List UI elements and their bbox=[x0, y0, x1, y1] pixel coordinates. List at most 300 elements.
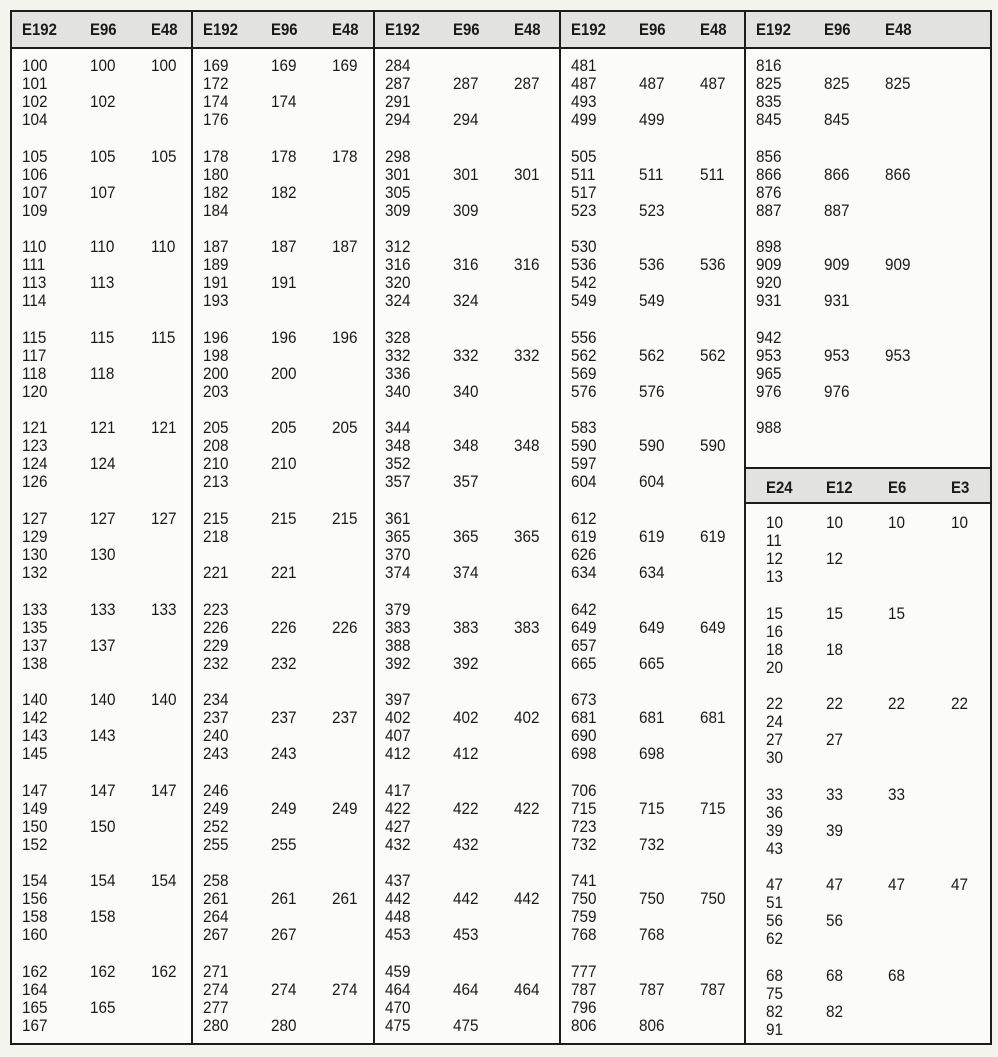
table-cell: 475 bbox=[385, 1016, 411, 1035]
table-cell: 271 bbox=[203, 962, 229, 981]
table-cell: 741 bbox=[571, 871, 597, 891]
table-cell: 243 bbox=[271, 744, 297, 764]
table-cell: 107 bbox=[22, 182, 48, 202]
table-cell: 649 bbox=[700, 617, 726, 637]
table-cell: 665 bbox=[639, 653, 665, 673]
table-cell: 252 bbox=[203, 816, 229, 836]
table-cell: 191 bbox=[271, 273, 297, 293]
lower-table-cell: 13 bbox=[766, 567, 784, 586]
table-cell: 184 bbox=[203, 200, 229, 220]
table-cell: 169 bbox=[271, 56, 297, 75]
table-cell: 132 bbox=[22, 563, 48, 582]
table-cell: 750 bbox=[639, 889, 665, 909]
table-cell: 100 bbox=[151, 56, 177, 75]
lower-table-cell: 27 bbox=[766, 730, 784, 750]
table-cell: 887 bbox=[756, 200, 782, 220]
table-cell: 115 bbox=[22, 327, 47, 347]
table-cell: 352 bbox=[385, 454, 411, 474]
lower-table-cell: 39 bbox=[766, 820, 784, 840]
table-cell: 681 bbox=[639, 708, 665, 728]
table-cell: 470 bbox=[385, 998, 411, 1017]
table-cell: 255 bbox=[271, 834, 297, 854]
table-cell: 715 bbox=[639, 798, 665, 818]
lower-table-cell: 47 bbox=[766, 875, 784, 895]
table-cell: 499 bbox=[639, 110, 665, 129]
column-header-e48: E48 bbox=[332, 20, 359, 39]
lower-table-cell: 18 bbox=[766, 639, 784, 659]
table-cell: 158 bbox=[90, 907, 116, 927]
table-cell: 165 bbox=[22, 998, 48, 1017]
table-cell: 309 bbox=[453, 200, 479, 220]
table-cell: 287 bbox=[385, 74, 411, 93]
lower-table-cell: 16 bbox=[766, 621, 784, 641]
lower-table-cell: 75 bbox=[766, 984, 784, 1003]
lower-table-cell: 10 bbox=[766, 513, 784, 532]
table-cell: 309 bbox=[385, 200, 411, 220]
lower-table-cell: 51 bbox=[766, 893, 784, 913]
lower-table-cell: 68 bbox=[826, 966, 844, 985]
table-cell: 448 bbox=[385, 907, 411, 927]
lower-table-cell: 39 bbox=[826, 820, 844, 840]
table-cell: 583 bbox=[571, 418, 597, 438]
table-cell: 221 bbox=[203, 563, 229, 582]
table-cell: 374 bbox=[453, 563, 479, 582]
table-cell: 187 bbox=[271, 237, 297, 257]
column-header-e192: E192 bbox=[385, 20, 420, 39]
table-cell: 215 bbox=[332, 509, 358, 528]
table-cell: 193 bbox=[203, 291, 229, 311]
table-cell: 182 bbox=[271, 182, 297, 202]
table-cell: 511 bbox=[571, 164, 596, 184]
lower-table-cell: 10 bbox=[951, 513, 969, 532]
table-cell: 657 bbox=[571, 635, 597, 655]
table-cell: 150 bbox=[90, 816, 116, 836]
column-header-e192: E192 bbox=[571, 20, 606, 39]
column-header-e96: E96 bbox=[453, 20, 480, 39]
table-cell: 422 bbox=[385, 798, 411, 818]
table-cell: 909 bbox=[885, 255, 911, 275]
table-cell: 698 bbox=[571, 744, 597, 764]
table-cell: 976 bbox=[824, 381, 850, 401]
table-cell: 287 bbox=[453, 74, 479, 93]
table-cell: 221 bbox=[271, 563, 297, 582]
lower-table-cell: 22 bbox=[888, 694, 906, 714]
table-cell: 536 bbox=[639, 255, 665, 275]
table-cell: 422 bbox=[514, 798, 540, 818]
table-cell: 176 bbox=[203, 110, 229, 129]
table-cell: 301 bbox=[514, 164, 540, 184]
table-cell: 690 bbox=[571, 726, 597, 746]
table-cell: 129 bbox=[22, 527, 48, 546]
table-cell: 698 bbox=[639, 744, 665, 764]
table-cell: 261 bbox=[203, 889, 229, 909]
table-cell: 379 bbox=[385, 599, 411, 619]
table-cell: 459 bbox=[385, 962, 411, 981]
table-cell: 845 bbox=[756, 110, 782, 129]
table-cell: 187 bbox=[203, 237, 229, 257]
table-cell: 145 bbox=[22, 744, 48, 764]
table-cell: 174 bbox=[271, 92, 297, 111]
table-cell: 768 bbox=[571, 925, 597, 945]
table-cell: 336 bbox=[385, 363, 411, 383]
table-cell: 102 bbox=[22, 92, 48, 111]
table-cell: 365 bbox=[514, 527, 540, 546]
table-cell: 965 bbox=[756, 363, 782, 383]
table-cell: 475 bbox=[453, 1016, 479, 1035]
table-cell: 162 bbox=[151, 962, 177, 981]
table-cell: 178 bbox=[271, 146, 297, 166]
column-header-e96: E96 bbox=[90, 20, 117, 39]
table-cell: 218 bbox=[203, 527, 229, 546]
table-cell: 324 bbox=[453, 291, 479, 311]
table-cell: 284 bbox=[385, 56, 411, 75]
table-cell: 665 bbox=[571, 653, 597, 673]
table-cell: 127 bbox=[90, 509, 116, 528]
table-cell: 412 bbox=[385, 744, 411, 764]
lower-table-cell: 91 bbox=[766, 1020, 784, 1039]
table-cell: 124 bbox=[90, 454, 116, 474]
table-cell: 107 bbox=[90, 182, 116, 202]
table-cell: 150 bbox=[22, 816, 48, 836]
lower-table-cell: 10 bbox=[826, 513, 844, 532]
table-cell: 715 bbox=[700, 798, 726, 818]
table-cell: 301 bbox=[453, 164, 479, 184]
lower-table-cell: 47 bbox=[951, 875, 969, 895]
table-cell: 154 bbox=[151, 871, 177, 891]
table-cell: 105 bbox=[22, 146, 48, 166]
table-cell: 165 bbox=[90, 998, 116, 1017]
table-cell: 357 bbox=[453, 472, 479, 492]
table-cell: 105 bbox=[90, 146, 116, 166]
lower-table-cell: 15 bbox=[826, 603, 844, 623]
table-cell: 523 bbox=[639, 200, 665, 220]
table-cell: 121 bbox=[22, 418, 48, 438]
table-cell: 147 bbox=[151, 780, 177, 800]
table-cell: 280 bbox=[271, 1016, 297, 1035]
table-cell: 750 bbox=[571, 889, 597, 909]
table-cell: 505 bbox=[571, 146, 597, 166]
table-cell: 229 bbox=[203, 635, 229, 655]
table-cell: 604 bbox=[571, 472, 597, 492]
table-cell: 133 bbox=[22, 599, 48, 619]
table-cell: 169 bbox=[332, 56, 358, 75]
table-cell: 866 bbox=[824, 164, 850, 184]
table-cell: 876 bbox=[756, 182, 782, 202]
table-cell: 200 bbox=[271, 363, 297, 383]
table-cell: 316 bbox=[514, 255, 540, 275]
table-cell: 361 bbox=[385, 509, 411, 528]
lower-table-header-border bbox=[746, 502, 990, 504]
table-cell: 160 bbox=[22, 925, 48, 945]
lower-table-cell: 12 bbox=[826, 549, 844, 568]
table-cell: 365 bbox=[453, 527, 479, 546]
table-cell: 562 bbox=[571, 345, 597, 365]
table-cell: 162 bbox=[22, 962, 48, 981]
table-cell: 149 bbox=[22, 798, 48, 818]
table-cell: 845 bbox=[824, 110, 850, 129]
table-cell: 118 bbox=[22, 363, 47, 383]
table-cell: 316 bbox=[453, 255, 479, 275]
lower-table-cell: 22 bbox=[951, 694, 969, 714]
table-cell: 205 bbox=[332, 418, 358, 438]
table-cell: 287 bbox=[514, 74, 540, 93]
column-divider bbox=[559, 12, 561, 1043]
table-cell: 264 bbox=[203, 907, 229, 927]
lower-table-cell: 47 bbox=[826, 875, 844, 895]
column-divider bbox=[373, 12, 375, 1043]
lower-header-e12: E12 bbox=[826, 478, 853, 497]
column-divider bbox=[191, 12, 193, 1043]
table-cell: 237 bbox=[203, 708, 229, 728]
table-cell: 898 bbox=[756, 237, 782, 257]
column-header-e192: E192 bbox=[756, 20, 791, 39]
table-cell: 102 bbox=[90, 92, 116, 111]
table-cell: 113 bbox=[22, 273, 47, 293]
lower-table-cell: 15 bbox=[888, 603, 906, 623]
table-cell: 249 bbox=[271, 798, 297, 818]
table-cell: 348 bbox=[453, 436, 479, 456]
table-cell: 137 bbox=[90, 635, 116, 655]
column-header-e48: E48 bbox=[514, 20, 541, 39]
table-cell: 126 bbox=[22, 472, 48, 492]
table-cell: 357 bbox=[385, 472, 411, 492]
lower-table-cell: 22 bbox=[766, 694, 784, 714]
lower-table-cell: 56 bbox=[766, 911, 784, 931]
table-cell: 374 bbox=[385, 563, 411, 582]
table-cell: 147 bbox=[90, 780, 116, 800]
table-cell: 196 bbox=[332, 327, 358, 347]
table-cell: 649 bbox=[571, 617, 597, 637]
table-cell: 200 bbox=[203, 363, 229, 383]
table-cell: 422 bbox=[453, 798, 479, 818]
table-cell: 576 bbox=[639, 381, 665, 401]
table-cell: 210 bbox=[203, 454, 229, 474]
table-cell: 104 bbox=[22, 110, 48, 129]
table-cell: 481 bbox=[571, 56, 597, 75]
lower-table-cell: 22 bbox=[826, 694, 844, 714]
table-cell: 237 bbox=[271, 708, 297, 728]
table-cell: 787 bbox=[571, 980, 597, 999]
table-cell: 110 bbox=[151, 237, 176, 257]
table-cell: 261 bbox=[271, 889, 297, 909]
table-cell: 249 bbox=[332, 798, 358, 818]
table-cell: 887 bbox=[824, 200, 850, 220]
table-cell: 407 bbox=[385, 726, 411, 746]
table-cell: 121 bbox=[151, 418, 177, 438]
table-cell: 328 bbox=[385, 327, 411, 347]
table-cell: 681 bbox=[571, 708, 597, 728]
table-cell: 487 bbox=[639, 74, 665, 93]
lower-table-cell: 82 bbox=[766, 1002, 784, 1021]
table-cell: 198 bbox=[203, 345, 229, 365]
table-cell: 172 bbox=[203, 74, 229, 93]
table-cell: 437 bbox=[385, 871, 411, 891]
lower-table-cell: 62 bbox=[766, 929, 784, 949]
table-cell: 453 bbox=[453, 925, 479, 945]
table-cell: 397 bbox=[385, 690, 411, 710]
table-cell: 866 bbox=[756, 164, 782, 184]
table-cell: 487 bbox=[571, 74, 597, 93]
column-divider bbox=[744, 12, 746, 1043]
lower-table-cell: 11 bbox=[766, 531, 782, 550]
table-cell: 453 bbox=[385, 925, 411, 945]
table-cell: 178 bbox=[203, 146, 229, 166]
table-cell: 768 bbox=[639, 925, 665, 945]
table-cell: 604 bbox=[639, 472, 665, 492]
table-cell: 576 bbox=[571, 381, 597, 401]
table-cell: 226 bbox=[332, 617, 358, 637]
table-cell: 274 bbox=[271, 980, 297, 999]
table-cell: 536 bbox=[571, 255, 597, 275]
table-cell: 427 bbox=[385, 816, 411, 836]
table-cell: 312 bbox=[385, 237, 411, 257]
table-cell: 626 bbox=[571, 545, 597, 564]
table-cell: 169 bbox=[203, 56, 229, 75]
table-cell: 464 bbox=[514, 980, 540, 999]
table-cell: 316 bbox=[385, 255, 411, 275]
table-cell: 182 bbox=[203, 182, 229, 202]
table-cell: 143 bbox=[22, 726, 48, 746]
table-cell: 100 bbox=[90, 56, 116, 75]
table-cell: 154 bbox=[22, 871, 48, 891]
table-cell: 417 bbox=[385, 780, 411, 800]
table-cell: 732 bbox=[571, 834, 597, 854]
table-cell: 825 bbox=[885, 74, 911, 93]
table-cell: 301 bbox=[385, 164, 411, 184]
table-cell: 140 bbox=[22, 690, 48, 710]
table-cell: 267 bbox=[271, 925, 297, 945]
column-header-e96: E96 bbox=[271, 20, 298, 39]
table-cell: 750 bbox=[700, 889, 726, 909]
table-cell: 909 bbox=[824, 255, 850, 275]
lower-table-cell: 43 bbox=[766, 838, 784, 858]
lower-table-cell: 30 bbox=[766, 748, 784, 768]
table-cell: 164 bbox=[22, 980, 48, 999]
table-cell: 931 bbox=[824, 291, 850, 311]
table-cell: 562 bbox=[639, 345, 665, 365]
table-cell: 787 bbox=[700, 980, 726, 999]
table-cell: 140 bbox=[151, 690, 177, 710]
table-cell: 106 bbox=[22, 164, 48, 184]
table-cell: 723 bbox=[571, 816, 597, 836]
table-cell: 277 bbox=[203, 998, 229, 1017]
table-cell: 130 bbox=[22, 545, 48, 564]
table-cell: 167 bbox=[22, 1016, 48, 1035]
table-cell: 562 bbox=[700, 345, 726, 365]
table-cell: 152 bbox=[22, 834, 48, 854]
table-cell: 866 bbox=[885, 164, 911, 184]
table-cell: 133 bbox=[151, 599, 177, 619]
table-cell: 258 bbox=[203, 871, 229, 891]
table-cell: 232 bbox=[203, 653, 229, 673]
lower-table-cell: 24 bbox=[766, 712, 784, 732]
table-cell: 178 bbox=[332, 146, 358, 166]
table-cell: 493 bbox=[571, 92, 597, 111]
table-cell: 232 bbox=[271, 653, 297, 673]
table-cell: 246 bbox=[203, 780, 229, 800]
table-cell: 806 bbox=[571, 1016, 597, 1035]
table-cell: 332 bbox=[514, 345, 540, 365]
lower-table-cell: 20 bbox=[766, 657, 784, 677]
table-cell: 226 bbox=[271, 617, 297, 637]
table-cell: 174 bbox=[203, 92, 229, 111]
table-cell: 517 bbox=[571, 182, 597, 202]
table-cell: 140 bbox=[90, 690, 116, 710]
table-cell: 117 bbox=[22, 345, 47, 365]
table-cell: 825 bbox=[824, 74, 850, 93]
table-cell: 100 bbox=[22, 56, 48, 75]
table-cell: 332 bbox=[385, 345, 411, 365]
table-cell: 305 bbox=[385, 182, 411, 202]
table-cell: 464 bbox=[453, 980, 479, 999]
column-header-e48: E48 bbox=[700, 20, 727, 39]
table-cell: 130 bbox=[90, 545, 116, 564]
table-cell: 267 bbox=[203, 925, 229, 945]
table-cell: 787 bbox=[639, 980, 665, 999]
table-cell: 255 bbox=[203, 834, 229, 854]
table-cell: 383 bbox=[385, 617, 411, 637]
table-cell: 942 bbox=[756, 327, 782, 347]
table-cell: 154 bbox=[90, 871, 116, 891]
table-cell: 121 bbox=[90, 418, 116, 438]
lower-table-cell: 82 bbox=[826, 1002, 844, 1021]
table-cell: 432 bbox=[453, 834, 479, 854]
table-cell: 920 bbox=[756, 273, 782, 293]
table-cell: 732 bbox=[639, 834, 665, 854]
table-cell: 243 bbox=[203, 744, 229, 764]
table-cell: 953 bbox=[885, 345, 911, 365]
table-cell: 114 bbox=[22, 291, 47, 311]
table-cell: 549 bbox=[571, 291, 597, 311]
lower-header-e24: E24 bbox=[766, 478, 793, 497]
column-header-e192: E192 bbox=[203, 20, 238, 39]
table-cell: 324 bbox=[385, 291, 411, 311]
table-cell: 205 bbox=[203, 418, 229, 438]
column-header-e96: E96 bbox=[639, 20, 666, 39]
table-cell: 237 bbox=[332, 708, 358, 728]
table-cell: 383 bbox=[514, 617, 540, 637]
table-cell: 402 bbox=[385, 708, 411, 728]
table-cell: 113 bbox=[90, 273, 115, 293]
table-cell: 673 bbox=[571, 690, 597, 710]
table-cell: 619 bbox=[639, 527, 665, 546]
table-cell: 294 bbox=[385, 110, 411, 129]
table-cell: 298 bbox=[385, 146, 411, 166]
lower-table-cell: 27 bbox=[826, 730, 844, 750]
table-cell: 530 bbox=[571, 237, 597, 257]
table-cell: 511 bbox=[700, 164, 725, 184]
table-cell: 569 bbox=[571, 363, 597, 383]
table-cell: 120 bbox=[22, 381, 48, 401]
table-cell: 118 bbox=[90, 363, 115, 383]
table-cell: 590 bbox=[700, 436, 726, 456]
table-cell: 549 bbox=[639, 291, 665, 311]
lower-header-e3: E3 bbox=[951, 478, 970, 497]
table-cell: 976 bbox=[756, 381, 782, 401]
column-header-e96: E96 bbox=[824, 20, 851, 39]
table-cell: 706 bbox=[571, 780, 597, 800]
table-cell: 274 bbox=[203, 980, 229, 999]
table-cell: 162 bbox=[90, 962, 116, 981]
lower-table-cell: 10 bbox=[888, 513, 906, 532]
table-cell: 180 bbox=[203, 164, 229, 184]
lower-header-e6: E6 bbox=[888, 478, 907, 497]
table-cell: 499 bbox=[571, 110, 597, 129]
table-cell: 348 bbox=[514, 436, 540, 456]
e-series-table bbox=[10, 10, 992, 1045]
lower-table-cell: 12 bbox=[766, 549, 784, 568]
table-cell: 383 bbox=[453, 617, 479, 637]
